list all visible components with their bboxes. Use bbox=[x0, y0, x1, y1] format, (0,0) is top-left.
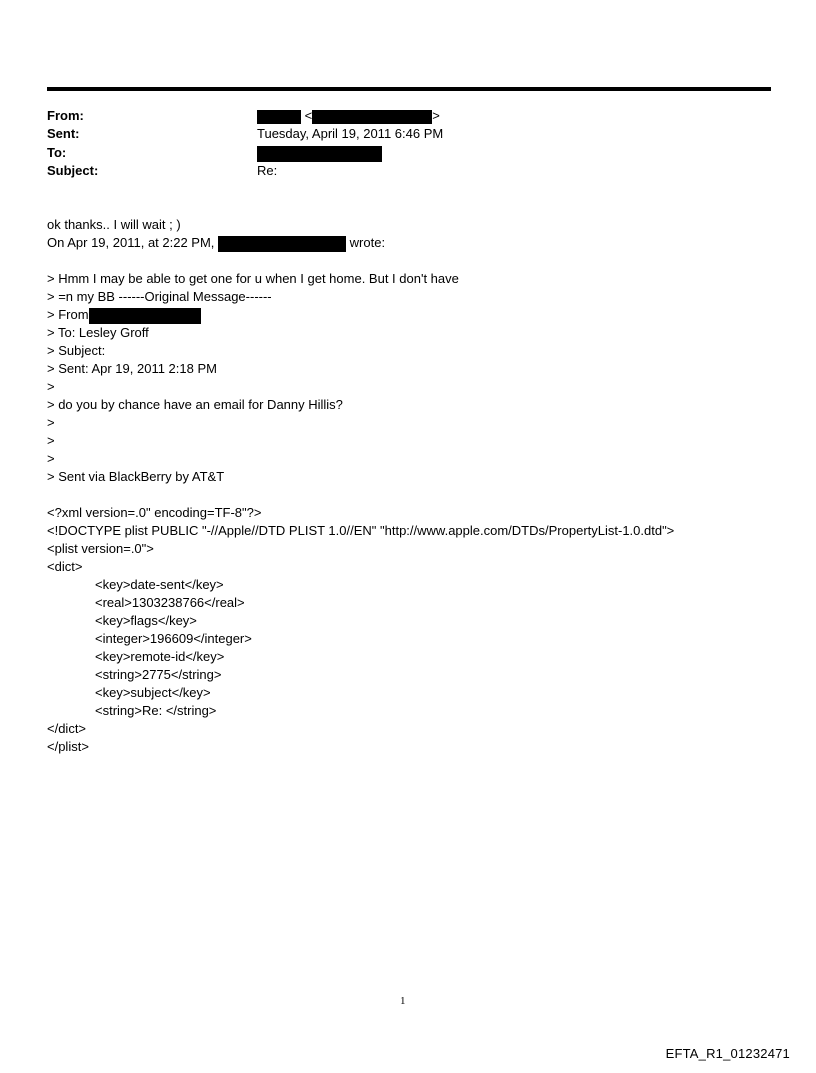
from-value bbox=[257, 107, 440, 125]
quoted-line: > Subject: bbox=[47, 343, 106, 358]
redaction-block bbox=[218, 236, 346, 252]
attribution-suffix: wrote: bbox=[346, 235, 386, 250]
from-lt: < bbox=[304, 108, 313, 123]
attribution-line bbox=[47, 234, 385, 252]
quoted-line: > =n my BB ------Original Message------ bbox=[47, 289, 272, 304]
xml-line: <dict> bbox=[47, 559, 83, 574]
xml-line: <key>flags</key> bbox=[95, 613, 197, 628]
quoted-line: > bbox=[47, 433, 55, 448]
to-label: To: bbox=[47, 145, 67, 160]
quoted-line: > To: Lesley Groff bbox=[47, 325, 149, 340]
quoted-line: > bbox=[47, 379, 55, 394]
redaction-block bbox=[89, 308, 201, 324]
sent-label: Sent: bbox=[47, 126, 80, 141]
xml-line: <string>2775</string> bbox=[95, 667, 222, 682]
xml-line: <string>Re: </string> bbox=[95, 703, 217, 718]
xml-line: <key>subject</key> bbox=[95, 685, 211, 700]
quoted-from-prefix: > From bbox=[47, 307, 89, 322]
quoted-line: > Hmm I may be able to get one for u when I get home. But I don't have bbox=[47, 271, 459, 286]
redaction-block bbox=[257, 110, 301, 124]
redaction-block bbox=[312, 110, 432, 124]
document-id: EFTA_R1_01232471 bbox=[665, 1046, 790, 1061]
quoted-line: > bbox=[47, 415, 55, 430]
xml-line: <key>date-sent</key> bbox=[95, 577, 224, 592]
xml-line: </plist> bbox=[47, 739, 89, 754]
redaction-block bbox=[257, 146, 382, 162]
xml-line: <plist version=.0"> bbox=[47, 541, 154, 556]
quoted-line: > Sent: Apr 19, 2011 2:18 PM bbox=[47, 361, 217, 376]
quoted-line: > do you by chance have an email for Danny Hillis? bbox=[47, 397, 343, 412]
quoted-line: > Sent via BlackBerry by AT&T bbox=[47, 469, 225, 484]
from-gt: > bbox=[432, 108, 440, 123]
subject-value: Re: bbox=[257, 163, 278, 178]
xml-line: <integer>196609</integer> bbox=[95, 631, 252, 646]
subject-label: Subject: bbox=[47, 163, 99, 178]
xml-line: <?xml version=.0" encoding=TF-8"?> bbox=[47, 505, 262, 520]
from-label: From: bbox=[47, 108, 84, 123]
xml-line: <real>1303238766</real> bbox=[95, 595, 245, 610]
xml-line: <!DOCTYPE plist PUBLIC "-//Apple//DTD PLIST 1.0//EN" "http://www.apple.com/DTDs/PropertyList-1.0.dtd"> bbox=[47, 523, 675, 538]
quoted-from-line bbox=[47, 306, 201, 324]
page-number: 1 bbox=[400, 995, 406, 1007]
attribution-prefix: On Apr 19, 2011, at 2:22 PM, bbox=[47, 235, 215, 250]
quoted-line: > bbox=[47, 451, 55, 466]
to-value bbox=[257, 144, 382, 162]
sent-value: Tuesday, April 19, 2011 6:46 PM bbox=[257, 126, 444, 141]
header-rule bbox=[47, 87, 771, 91]
xml-line: <key>remote-id</key> bbox=[95, 649, 225, 664]
xml-line: </dict> bbox=[47, 721, 87, 736]
reply-line: ok thanks.. I will wait ; ) bbox=[47, 217, 181, 232]
